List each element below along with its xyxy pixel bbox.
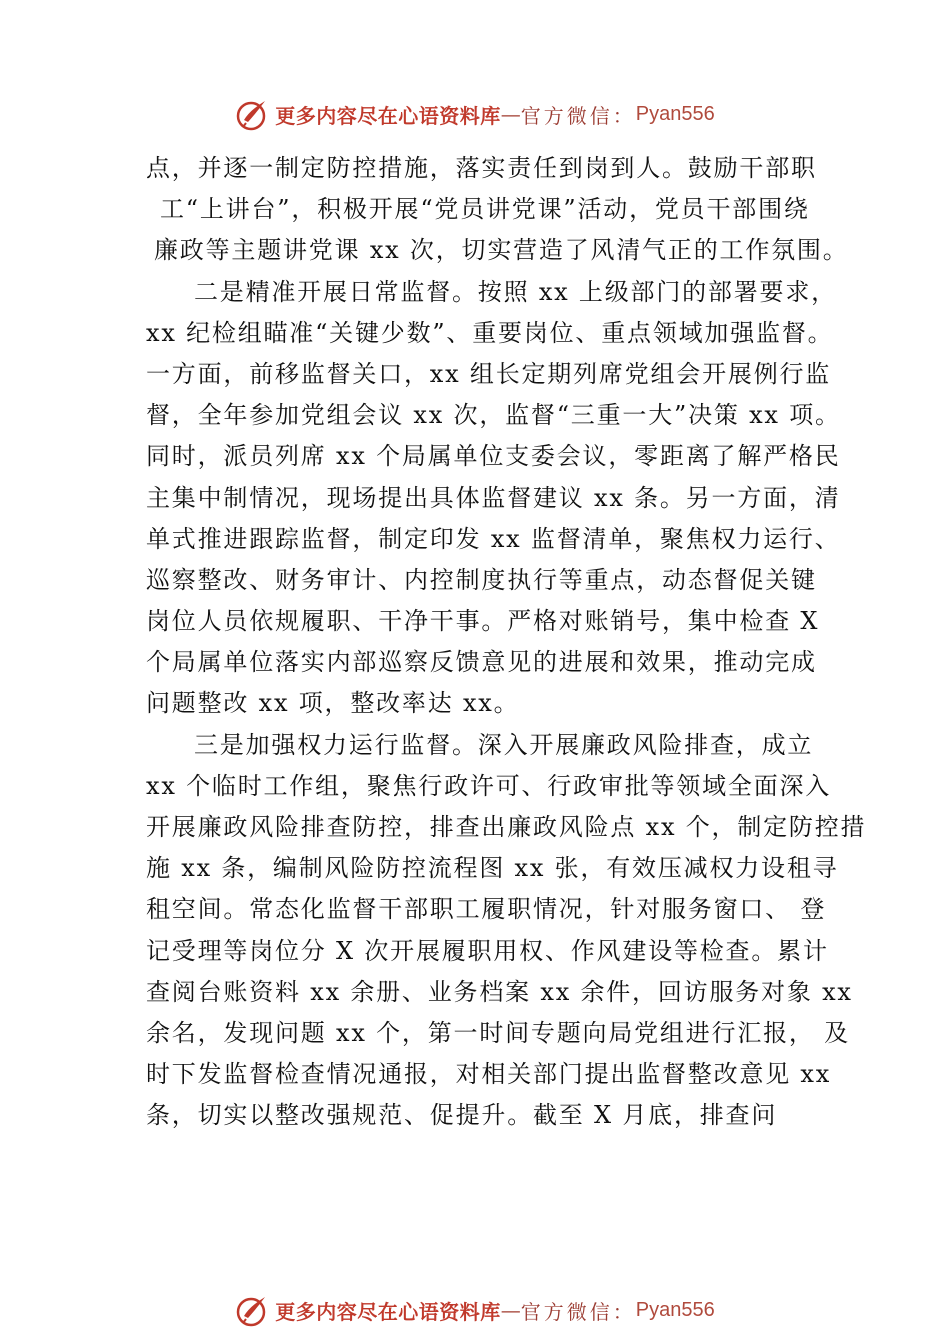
document-body: [146, 148, 867, 1137]
text-line: 廉政等主题讲党课 xx 次，切实营造了风清气正的工作氛围。: [154, 236, 849, 265]
text-line: xx 纪检组瞄准“关键少数”、重要岗位、重点领域加强监督。: [146, 318, 834, 347]
paragraph-2: [146, 272, 841, 725]
banner-wechat-id: Pyan556: [635, 102, 715, 125]
banner-wechat-label: 官方微信：: [520, 103, 636, 128]
text-line: 余名，发现问题 xx 个，第一时间专题向局党组进行汇报， 及: [146, 1018, 850, 1047]
banner-separator: —: [500, 102, 521, 126]
text-line: 主集中制情况，现场提出具体监督建议 xx 条。另一方面，清: [146, 483, 841, 512]
quill-logo-icon: [235, 1292, 271, 1328]
text-line: 岗位人员依规履职、干净干事。严格对账销号，集中检查 X: [146, 607, 820, 636]
text-line: 三是加强权力运行监督。深入开展廉政风险排查，成立: [194, 730, 814, 759]
banner-brand-text: 更多内容尽在心语资料库: [275, 1299, 501, 1324]
paragraph-1: [146, 148, 849, 272]
text-line: 二是精准开展日常监督。按照 xx 上级部门的部署要求，: [194, 277, 837, 306]
text-line: 施 xx 条，编制风险防控流程图 xx 张，有效压减权力设租寻: [146, 854, 839, 883]
text-line: 条，切实以整改强规范、促提升。截至 X 月底，排查问: [146, 1101, 778, 1130]
banner-wechat-id: Pyan556: [635, 1298, 715, 1321]
text-line: 一方面，前移监督关口，xx 组长定期列席党组会开展例行监: [146, 359, 832, 388]
footer-banner: [0, 1288, 950, 1332]
text-line: 督，全年参加党组会议 xx 次，监督“三重一大”决策 xx 项。: [146, 401, 841, 430]
text-line: 个局属单位落实内部巡察反馈意见的进展和效果，推动完成: [146, 648, 817, 677]
text-line: 问题整改 xx 项，整改率达 xx。: [146, 689, 520, 718]
text-line: 单式推进跟踪监督，制定印发 xx 监督清单，聚焦权力运行、: [146, 524, 841, 553]
text-line: 工“上讲台”，积极开展“党员讲党课”活动，党员干部围绕: [160, 195, 810, 224]
text-line: 开展廉政风险排查防控，排查出廉政风险点 xx 个，制定防控措: [146, 813, 867, 841]
text-line: 同时，派员列席 xx 个局属单位支委会议，零距离了解严格民: [146, 442, 841, 471]
text-line: 租空间。常态化监督干部职工履职情况，针对服务窗口、 登: [146, 895, 827, 924]
banner-brand-text: 更多内容尽在心语资料库: [275, 103, 501, 128]
text-line: 巡察整改、财务审计、内控制度执行等重点，动态督促关键: [146, 565, 817, 594]
text-line: 记受理等岗位分 X 次开展履职用权、作风建设等检查。累计: [146, 936, 829, 965]
text-line: 点，并逐一制定防控措施，落实责任到岗到人。鼓励干部职: [146, 154, 817, 182]
paragraph-3: [146, 725, 867, 1137]
banner-separator: —: [500, 1298, 521, 1322]
header-banner: [0, 92, 950, 136]
text-line: 查阅台账资料 xx 余册、业务档案 xx 余件，回访服务对象 xx: [146, 977, 853, 1006]
text-line: 时下发监督检查情况通报，对相关部门提出监督整改意见 xx: [146, 1060, 832, 1089]
quill-logo-icon: [235, 96, 271, 132]
banner-wechat-label: 官方微信：: [520, 1299, 636, 1324]
text-line: xx 个临时工作组，聚焦行政许可、行政审批等领域全面深入: [146, 771, 832, 800]
